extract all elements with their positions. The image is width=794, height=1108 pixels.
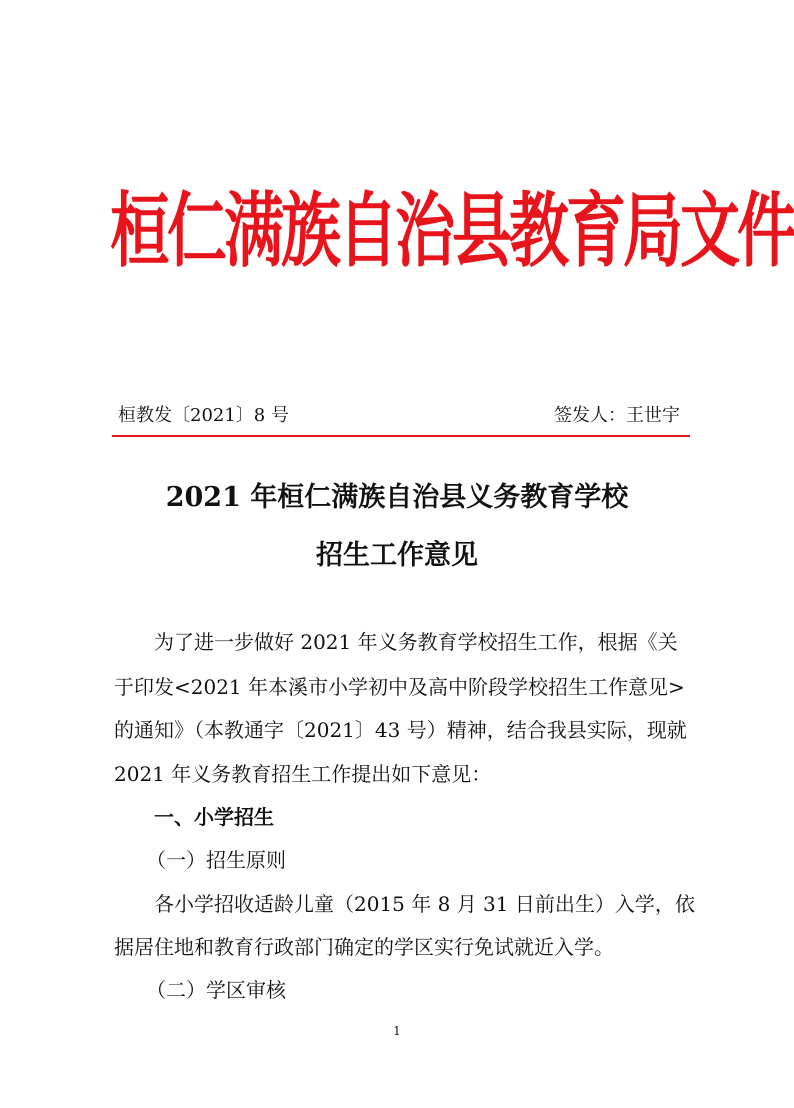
body-paragraph-line: 2021 年义务教育招生工作提出如下意见： [114, 762, 492, 786]
body-paragraph-line: 的通知》（本教通字〔2021〕43 号）精神，结合我县实际，现就 [114, 718, 687, 742]
subsection-heading: （二）学区审核 [146, 978, 286, 1002]
body-paragraph-line: 为了进一步做好 2021 年义务教育学校招生工作，根据《关 [154, 630, 678, 654]
section-heading: 一、小学招生 [154, 805, 274, 829]
document-title-line-1: 2021 年桓仁满族自治县义务教育学校 [165, 482, 629, 513]
signer: 签发人：王世宇 [554, 405, 680, 426]
subsection-heading: （一）招生原则 [146, 848, 286, 872]
body-paragraph-line: 于印发<2021 年本溪市小学初中及高中阶段学校招生工作意见> [114, 675, 685, 699]
body-paragraph-line: 据居住地和教育行政部门确定的学区实行免试就近入学。 [114, 935, 614, 959]
body-paragraph-line: 各小学招收适龄儿童（2015 年 8 月 31 日前出生）入学，依 [154, 892, 695, 916]
document-number: 桓教发〔2021〕8 号 [118, 405, 289, 426]
masthead-title: 桓仁满族自治县教育局文件 [110, 184, 794, 280]
red-divider [112, 435, 690, 437]
page-number: 1 [393, 1024, 401, 1038]
document-title-line-2: 招生工作意见 [316, 540, 478, 571]
